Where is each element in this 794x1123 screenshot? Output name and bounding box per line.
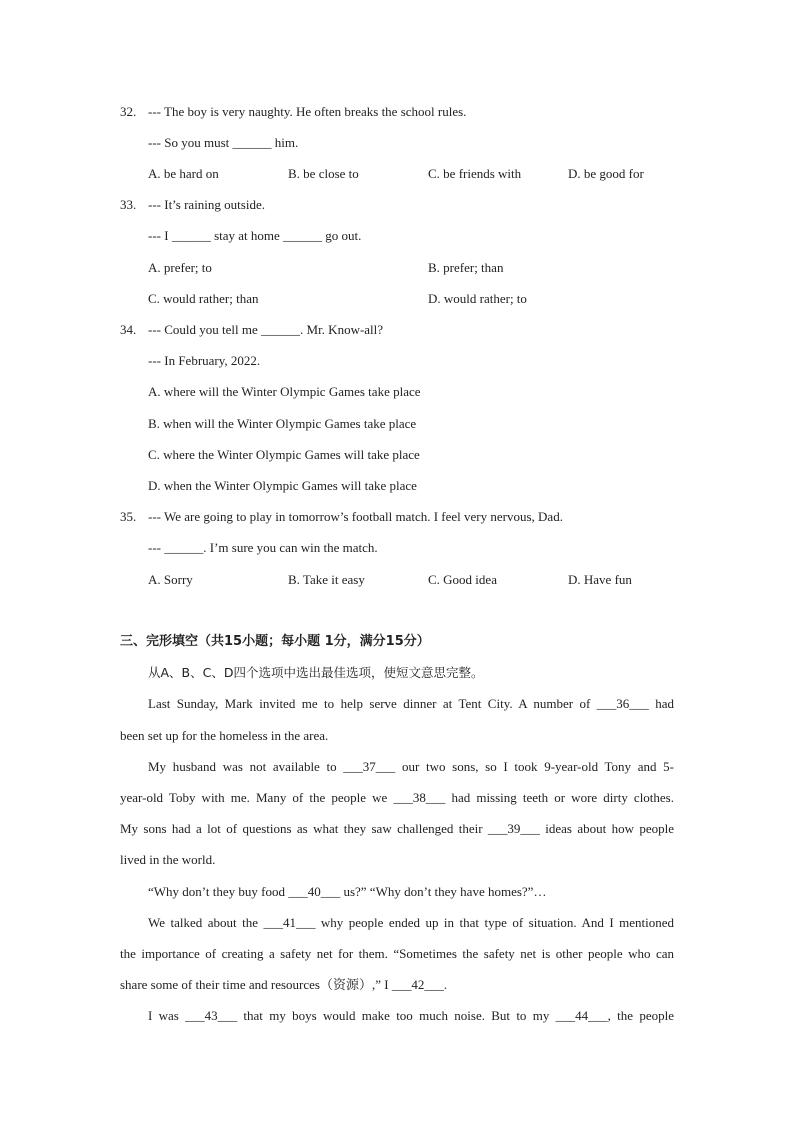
section-instruction: 从A、B、C、D四个选项中选出最佳选项，使短文意思完整。 (148, 665, 484, 680)
passage-line: I was ___43___ that my boys would make too much noise. But to my ___44___, the people (148, 1008, 674, 1023)
section-heading: 三、完形填空（共15小题；每小题 1分，满分15分） (120, 634, 430, 649)
question-32-number: 32. (120, 104, 137, 119)
passage-line: Last Sunday, Mark invited me to help serve dinner at Tent City. A number of ___36___ had (148, 696, 674, 711)
question-35-prompt: --- We are going to play in tomorrow’s football match. I feel very nervous, Dad. (148, 509, 563, 524)
question-33-number: 33. (120, 197, 137, 212)
passage-line: the importance of creating a safety net for them. “Sometimes the safety net is other people who can (120, 946, 674, 961)
question-35-option-a[interactable]: A. Sorry (148, 572, 193, 587)
passage-line: lived in the world. (120, 852, 216, 867)
passage-line: been set up for the homeless in the area. (120, 728, 329, 743)
question-35-number: 35. (120, 509, 137, 524)
question-35-option-c[interactable]: C. Good idea (428, 572, 497, 587)
question-35-option-b[interactable]: B. Take it easy (288, 572, 365, 587)
question-32-response: --- So you must ______ him. (148, 135, 299, 150)
passage-line: share some of their time and resources（资源）,” I ___42___. (120, 977, 448, 992)
question-34-option-c[interactable]: C. where the Winter Olympic Games will take place (148, 447, 420, 462)
passage-line: year-old Toby with me. Many of the people we ___38___ had missing teeth or wore dirty clothes. (120, 790, 674, 805)
question-33-option-a[interactable]: A. prefer; to (148, 260, 212, 275)
question-33-option-b[interactable]: B. prefer; than (428, 260, 504, 275)
question-33-option-c[interactable]: C. would rather; than (148, 291, 259, 306)
question-32-option-b[interactable]: B. be close to (288, 166, 359, 181)
question-34-number: 34. (120, 322, 137, 337)
passage-line: “Why don’t they buy food ___40___ us?” “Why don’t they have homes?”… (148, 884, 547, 899)
passage-line: My sons had a lot of questions as what they saw challenged their ___39___ ideas about how people (120, 821, 674, 836)
question-32-option-c[interactable]: C. be friends with (428, 166, 522, 181)
question-34-option-b[interactable]: B. when will the Winter Olympic Games take place (148, 416, 417, 431)
passage-line: We talked about the ___41___ why people ended up in that type of situation. And I mentioned (148, 915, 674, 930)
question-34-option-a[interactable]: A. where will the Winter Olympic Games take place (148, 384, 421, 399)
question-34-option-d[interactable]: D. when the Winter Olympic Games will take place (148, 478, 417, 493)
passage-line: My husband was not available to ___37___ our two sons, so I took 9-year-old Tony and 5- (148, 759, 674, 774)
question-34-response: --- In February, 2022. (148, 353, 261, 368)
question-32-option-a[interactable]: A. be hard on (148, 166, 219, 181)
question-33-response: --- I ______ stay at home ______ go out. (148, 228, 362, 243)
question-33-option-d[interactable]: D. would rather; to (428, 291, 527, 306)
question-35-option-d[interactable]: D. Have fun (568, 572, 632, 587)
question-32-prompt: --- The boy is very naughty. He often breaks the school rules. (148, 104, 467, 119)
question-32-option-d[interactable]: D. be good for (568, 166, 644, 181)
question-35-response: --- ______. I’m sure you can win the match. (148, 540, 378, 555)
question-33-prompt: --- It’s raining outside. (148, 197, 265, 212)
question-34-prompt: --- Could you tell me ______. Mr. Know-all? (148, 322, 384, 337)
